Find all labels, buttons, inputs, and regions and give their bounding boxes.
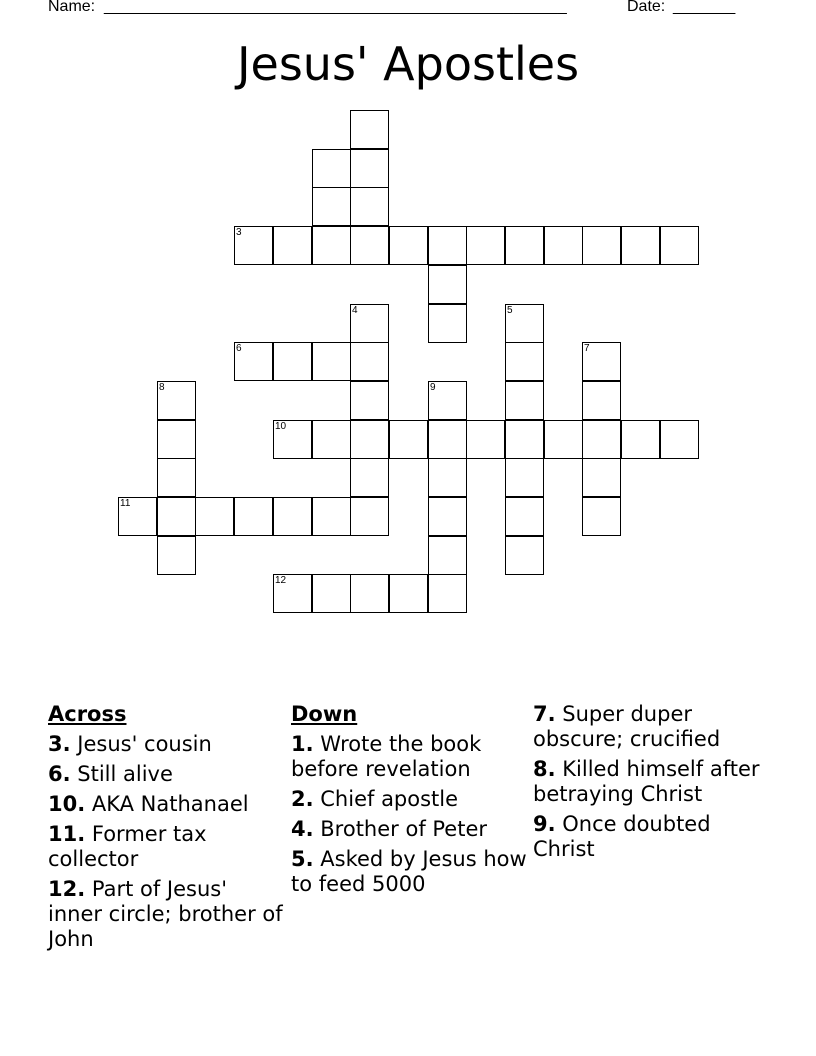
- crossword-cell[interactable]: [428, 497, 467, 536]
- crossword-cell[interactable]: [312, 226, 351, 265]
- clue-text: Killed himself after betraying Christ: [533, 757, 760, 806]
- clue-number: 12: [275, 575, 287, 586]
- name-line[interactable]: ____________________________________________________: [104, 0, 567, 15]
- crossword-cell[interactable]: [505, 304, 544, 343]
- crossword-cell[interactable]: [582, 420, 621, 459]
- crossword-cell[interactable]: [428, 265, 467, 304]
- across-heading: Across: [48, 702, 127, 726]
- crossword-cell[interactable]: [350, 110, 389, 149]
- crossword-cell[interactable]: [350, 497, 389, 536]
- crossword-cell[interactable]: [157, 381, 196, 420]
- crossword-cell[interactable]: [157, 497, 196, 536]
- crossword-cell[interactable]: [157, 458, 196, 497]
- crossword-cell[interactable]: [350, 226, 389, 265]
- crossword-cell[interactable]: [273, 226, 312, 265]
- down-clue: [291, 732, 527, 782]
- crossword-cell[interactable]: [621, 226, 660, 265]
- clue-text: Jesus' cousin: [70, 732, 212, 756]
- crossword-cell[interactable]: [428, 381, 467, 420]
- down-clues: [291, 702, 527, 902]
- crossword-cell[interactable]: [350, 458, 389, 497]
- clue-number: 7.: [533, 702, 556, 726]
- crossword-cell[interactable]: [389, 420, 428, 459]
- crossword-cell[interactable]: [582, 342, 621, 381]
- crossword-cell[interactable]: [234, 226, 273, 265]
- clue-number: 3.: [48, 732, 71, 756]
- clue-number: 12.: [48, 877, 86, 901]
- crossword-cell[interactable]: [312, 187, 351, 226]
- date-line[interactable]: _______: [673, 0, 736, 15]
- crossword-cell[interactable]: [273, 574, 312, 613]
- crossword-cell[interactable]: [273, 420, 312, 459]
- crossword-cell[interactable]: [350, 149, 389, 188]
- crossword-cell[interactable]: [312, 342, 351, 381]
- crossword-cell[interactable]: [350, 420, 389, 459]
- clue-text: Chief apostle: [313, 787, 459, 811]
- crossword-cell[interactable]: [350, 574, 389, 613]
- clue-number: 4.: [291, 817, 314, 841]
- crossword-cell[interactable]: [312, 497, 351, 536]
- down-clue: [291, 787, 527, 812]
- clue-number: 7: [584, 343, 590, 354]
- crossword-cell[interactable]: [582, 226, 621, 265]
- crossword-cell[interactable]: [389, 574, 428, 613]
- clue-text: Still alive: [70, 762, 173, 786]
- down-clue: [291, 847, 527, 897]
- crossword-cell[interactable]: [505, 420, 544, 459]
- crossword-cell[interactable]: [350, 381, 389, 420]
- clue-text: Super duper obscure; crucified: [533, 702, 721, 751]
- clue-text: AKA Nathanael: [85, 792, 249, 816]
- crossword-cell[interactable]: [505, 381, 544, 420]
- date-label: Date:: [627, 0, 666, 15]
- crossword-cell[interactable]: [544, 226, 583, 265]
- crossword-cell[interactable]: [350, 304, 389, 343]
- crossword-cell[interactable]: [582, 381, 621, 420]
- crossword-cell[interactable]: [428, 304, 467, 343]
- clue-number: 9: [430, 382, 436, 393]
- crossword-cell[interactable]: [350, 187, 389, 226]
- across-clue: [48, 732, 284, 757]
- down-clue: [533, 702, 769, 752]
- clue-number: 11: [120, 498, 131, 509]
- clue-number: 1.: [291, 732, 314, 756]
- crossword-cell[interactable]: [582, 497, 621, 536]
- clue-number: 2.: [291, 787, 314, 811]
- across-clue: [48, 877, 284, 952]
- clue-text: Asked by Jesus how to feed 5000: [291, 847, 527, 896]
- clue-number: 8.: [533, 757, 556, 781]
- crossword-cell[interactable]: [505, 226, 544, 265]
- crossword-cell[interactable]: [312, 420, 351, 459]
- crossword-cell[interactable]: [157, 420, 196, 459]
- clue-number: 4: [352, 305, 358, 316]
- across-clue: [48, 792, 284, 817]
- crossword-cell[interactable]: [389, 226, 428, 265]
- crossword-cell[interactable]: [505, 342, 544, 381]
- clue-number: 11.: [48, 822, 86, 846]
- crossword-cell[interactable]: [466, 420, 505, 459]
- clue-number: 9.: [533, 812, 556, 836]
- name-label: Name:: [48, 0, 96, 15]
- crossword-cell[interactable]: [544, 420, 583, 459]
- puzzle-title: Jesus' Apostles: [236, 37, 580, 91]
- crossword-cell[interactable]: [195, 497, 234, 536]
- crossword-cell[interactable]: [234, 342, 273, 381]
- crossword-cell[interactable]: [621, 420, 660, 459]
- down-heading: Down: [291, 702, 358, 726]
- clue-text: Part of Jesus' inner circle; brother of John: [48, 877, 283, 951]
- clue-text: Former tax collector: [48, 822, 207, 871]
- clue-number: 5: [507, 305, 513, 316]
- crossword-cell[interactable]: [505, 497, 544, 536]
- crossword-cell[interactable]: [157, 536, 196, 575]
- clue-number: 5.: [291, 847, 314, 871]
- crossword-cell[interactable]: [273, 342, 312, 381]
- crossword-cell[interactable]: [660, 420, 699, 459]
- down-clues-continued: [533, 702, 769, 867]
- crossword-cell[interactable]: [428, 458, 467, 497]
- clue-number: 6: [236, 343, 242, 354]
- down-clue: [533, 757, 769, 807]
- crossword-cell[interactable]: [118, 497, 157, 536]
- crossword-cell[interactable]: [350, 342, 389, 381]
- across-clue: [48, 762, 284, 787]
- crossword-cell[interactable]: [428, 420, 467, 459]
- crossword-cell[interactable]: [505, 536, 544, 575]
- crossword-cell[interactable]: [428, 536, 467, 575]
- down-clue: [533, 812, 769, 862]
- across-clue: [48, 822, 284, 872]
- crossword-cell[interactable]: [273, 497, 312, 536]
- crossword-cell[interactable]: [505, 458, 544, 497]
- clue-number: 6.: [48, 762, 71, 786]
- crossword-cell[interactable]: [428, 574, 467, 613]
- crossword-cell[interactable]: [312, 574, 351, 613]
- crossword-cell[interactable]: [582, 458, 621, 497]
- clue-number: 10: [275, 421, 287, 432]
- clue-number: 3: [236, 227, 242, 238]
- clue-number: 10.: [48, 792, 86, 816]
- down-clue: [291, 817, 527, 842]
- clue-number: 8: [159, 382, 165, 393]
- crossword-cell[interactable]: [660, 226, 699, 265]
- across-clues: [48, 702, 284, 957]
- crossword-cell[interactable]: [234, 497, 273, 536]
- crossword-cell[interactable]: [428, 226, 467, 265]
- clue-text: Brother of Peter: [313, 817, 488, 841]
- crossword-cell[interactable]: [466, 226, 505, 265]
- clue-text: Wrote the book before revelation: [291, 732, 482, 781]
- crossword-cell[interactable]: [312, 149, 351, 188]
- clue-text: Once doubted Christ: [533, 812, 711, 861]
